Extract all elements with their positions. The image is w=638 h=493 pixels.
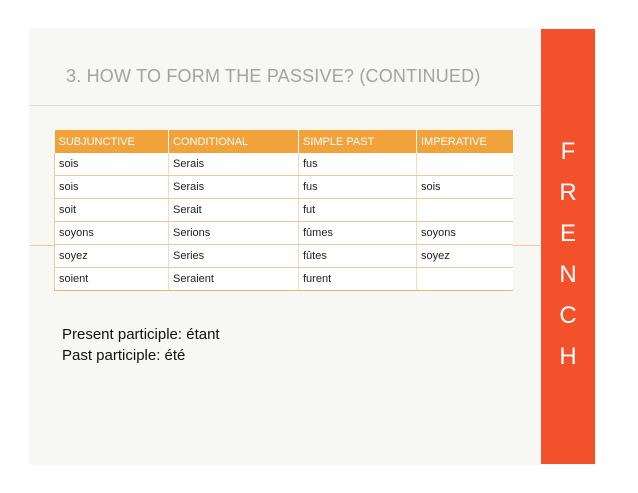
table-row [55,176,513,199]
table-cell [417,199,513,222]
table-cell: sois [417,176,513,199]
table-cell: soyez [55,245,169,268]
sidebar-letter: C [559,302,577,329]
french-vertical-label [541,131,595,377]
table-cell: Seraient [169,268,299,291]
table-cell: Serions [169,222,299,245]
table-cell: soyons [417,222,513,245]
sidebar-letter: H [559,343,577,370]
table-row [55,245,513,268]
table-cell: fûmes [299,222,417,245]
table-cell: furent [299,268,417,291]
table-cell: soyez [417,245,513,268]
table-row [55,199,513,222]
participles-text [62,324,220,366]
conjugation-table [54,130,513,291]
sidebar-letter: F [560,138,576,165]
table-row [55,268,513,291]
table-cell: soyons [55,222,169,245]
sidebar-letter: N [559,261,577,288]
table-cell: Series [169,245,299,268]
header-simple-past: SIMPLE PAST [299,130,417,153]
table-cell [417,268,513,291]
header-conditional: CONDITIONAL [169,130,299,153]
table-row [55,153,513,176]
table-cell: soient [55,268,169,291]
table-cell: fûtes [299,245,417,268]
french-sidebar [541,29,595,464]
table-cell: sois [55,176,169,199]
header-imperative: IMPERATIVE [417,130,513,153]
table-cell: sois [55,153,169,176]
title-divider [30,105,540,106]
present-participle: Present participle: étant [62,326,220,343]
table-header-row [55,130,513,153]
table-cell: fut [299,199,417,222]
header-subjunctive: SUBJUNCTIVE [55,130,169,153]
page-title: 3. HOW TO FORM THE PASSIVE? (CONTINUED) [66,66,481,86]
table-row [55,222,513,245]
sidebar-letter: R [559,179,577,206]
table-cell: soit [55,199,169,222]
table-cell [417,153,513,176]
table-cell: Serait [169,199,299,222]
past-participle: Past participle: été [62,347,186,364]
table-cell: Serais [169,176,299,199]
table-cell: fus [299,153,417,176]
table-cell: Serais [169,153,299,176]
table-cell: fus [299,176,417,199]
sidebar-letter: E [559,220,576,247]
